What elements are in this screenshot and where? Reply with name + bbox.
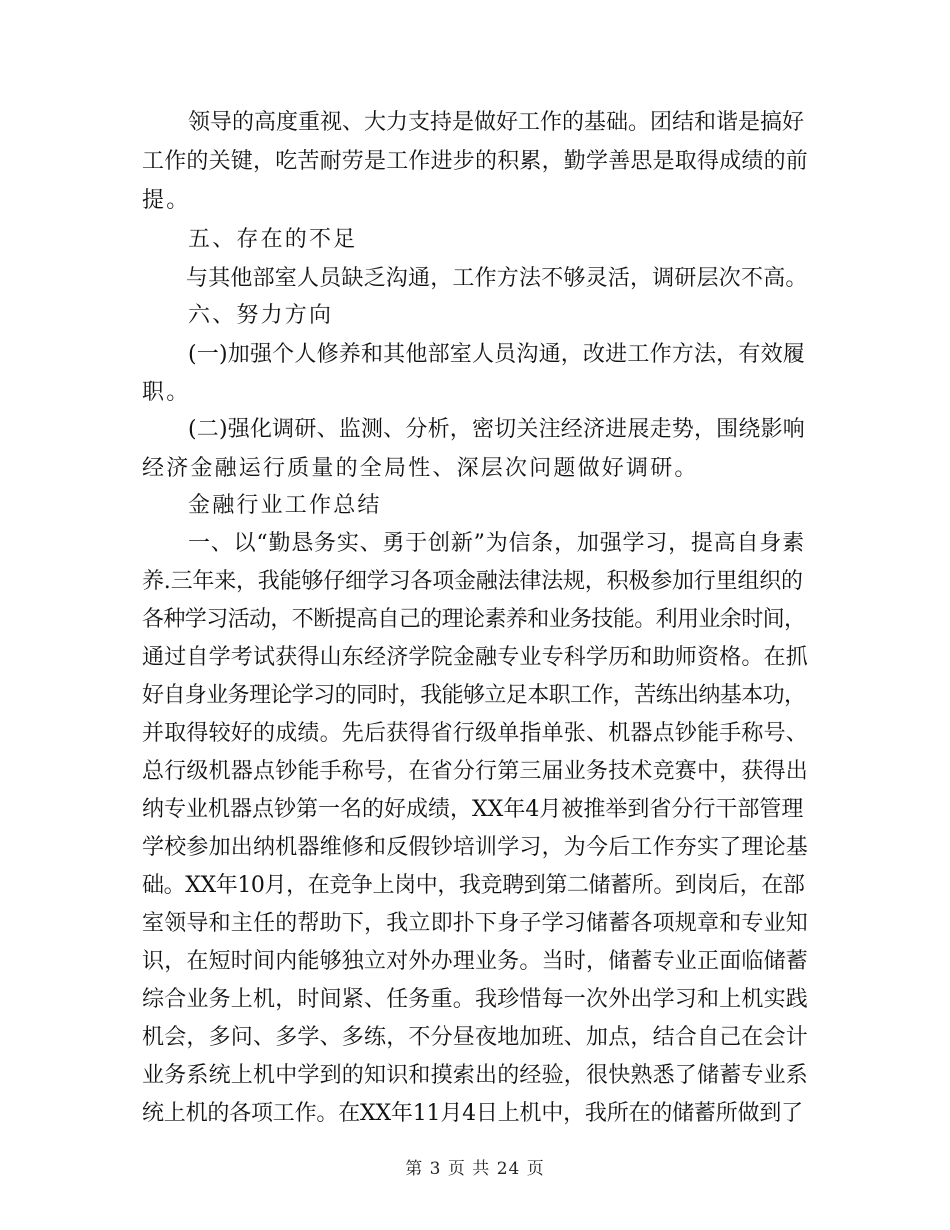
paragraph-line: 机会，多问、多学、多练，不分昼夜地加班、加点，结合自己在会计 xyxy=(142,1025,809,1050)
paragraph-line: 综合业务上机，时间紧、任务重。我珍惜每一次外出学习和上机实践 xyxy=(142,987,809,1012)
paragraph-line: 业务系统上机中学到的知识和摸索出的经验，很快熟悉了储蓄专业系 xyxy=(142,1063,809,1088)
section-heading: 六、努力方向 xyxy=(188,303,334,328)
paragraph-line: 各种学习活动，不断提高自己的理论素养和业务技能。利用业余时间， xyxy=(142,607,806,632)
section-title: 金融行业工作总结 xyxy=(188,493,382,518)
paragraph-line: (一)加强个人修养和其他部室人员沟通，改进工作方法，有效履 xyxy=(188,342,805,367)
paragraph-line: 好自身业务理论学习的同时，我能够立足本职工作，苦练出纳基本功， xyxy=(142,683,806,708)
paragraph-line: 通过自学考试获得山东经济学院金融专业专科学历和助师资格。在抓 xyxy=(142,645,809,670)
paragraph-line: 室领导和主任的帮助下，我立即扑下身子学习储蓄各项规章和专业知 xyxy=(142,911,809,936)
paragraph-line: 统上机的各项工作。在XX年11月4日上机中，我所在的储蓄所做到了 xyxy=(142,1101,803,1126)
paragraph-line: 养.三年来，我能够仔细学习各项金融法律法规，积极参加行里组织的 xyxy=(142,569,803,594)
paragraph-line: 总行级机器点钞能手称号，在省分行第三届业务技术竞赛中，获得出 xyxy=(142,759,809,784)
paragraph-line: 识，在短时间内能够独立对外办理业务。当时，储蓄专业正面临储蓄 xyxy=(142,949,809,974)
paragraph-line: 纳专业机器点钞第一名的好成绩，XX年4月被推举到省分行干部管理 xyxy=(142,797,804,822)
paragraph-line: 工作的关键，吃苦耐劳是工作进步的积累，勤学善思是取得成绩的前 xyxy=(142,149,809,174)
section-heading: 五、存在的不足 xyxy=(188,227,358,252)
page-number-footer: 第 3 页 共 24 页 xyxy=(405,1159,545,1179)
paragraph-line: (二)强化调研、监测、分析，密切关注经济进展走势，围绕影响 xyxy=(188,417,805,442)
paragraph-line: 提。 xyxy=(142,188,191,213)
paragraph-line: 学校参加出纳机器维修和反假钞培训学习，为今后工作夯实了理论基 xyxy=(142,835,809,860)
paragraph-line: 一、以“勤恳务实、勇于创新”为信条，加强学习，提高自身素 xyxy=(188,531,805,556)
paragraph-line: 经济金融运行质量的全局性、深层次问题做好调研。 xyxy=(142,456,699,481)
paragraph-line: 与其他部室人员缺乏沟通，工作方法不够灵活，调研层次不高。 xyxy=(186,266,808,291)
paragraph-line: 领导的高度重视、大力支持是做好工作的基础。团结和谐是搞好 xyxy=(188,110,805,135)
paragraph-line: 并取得较好的成绩。先后获得省行级单指单张、机器点钞能手称号、 xyxy=(142,721,809,746)
paragraph-line: 职。 xyxy=(142,380,191,405)
paragraph-line: 础。XX年10月，在竞争上岗中，我竞聘到第二储蓄所。到岗后，在部 xyxy=(142,873,805,898)
